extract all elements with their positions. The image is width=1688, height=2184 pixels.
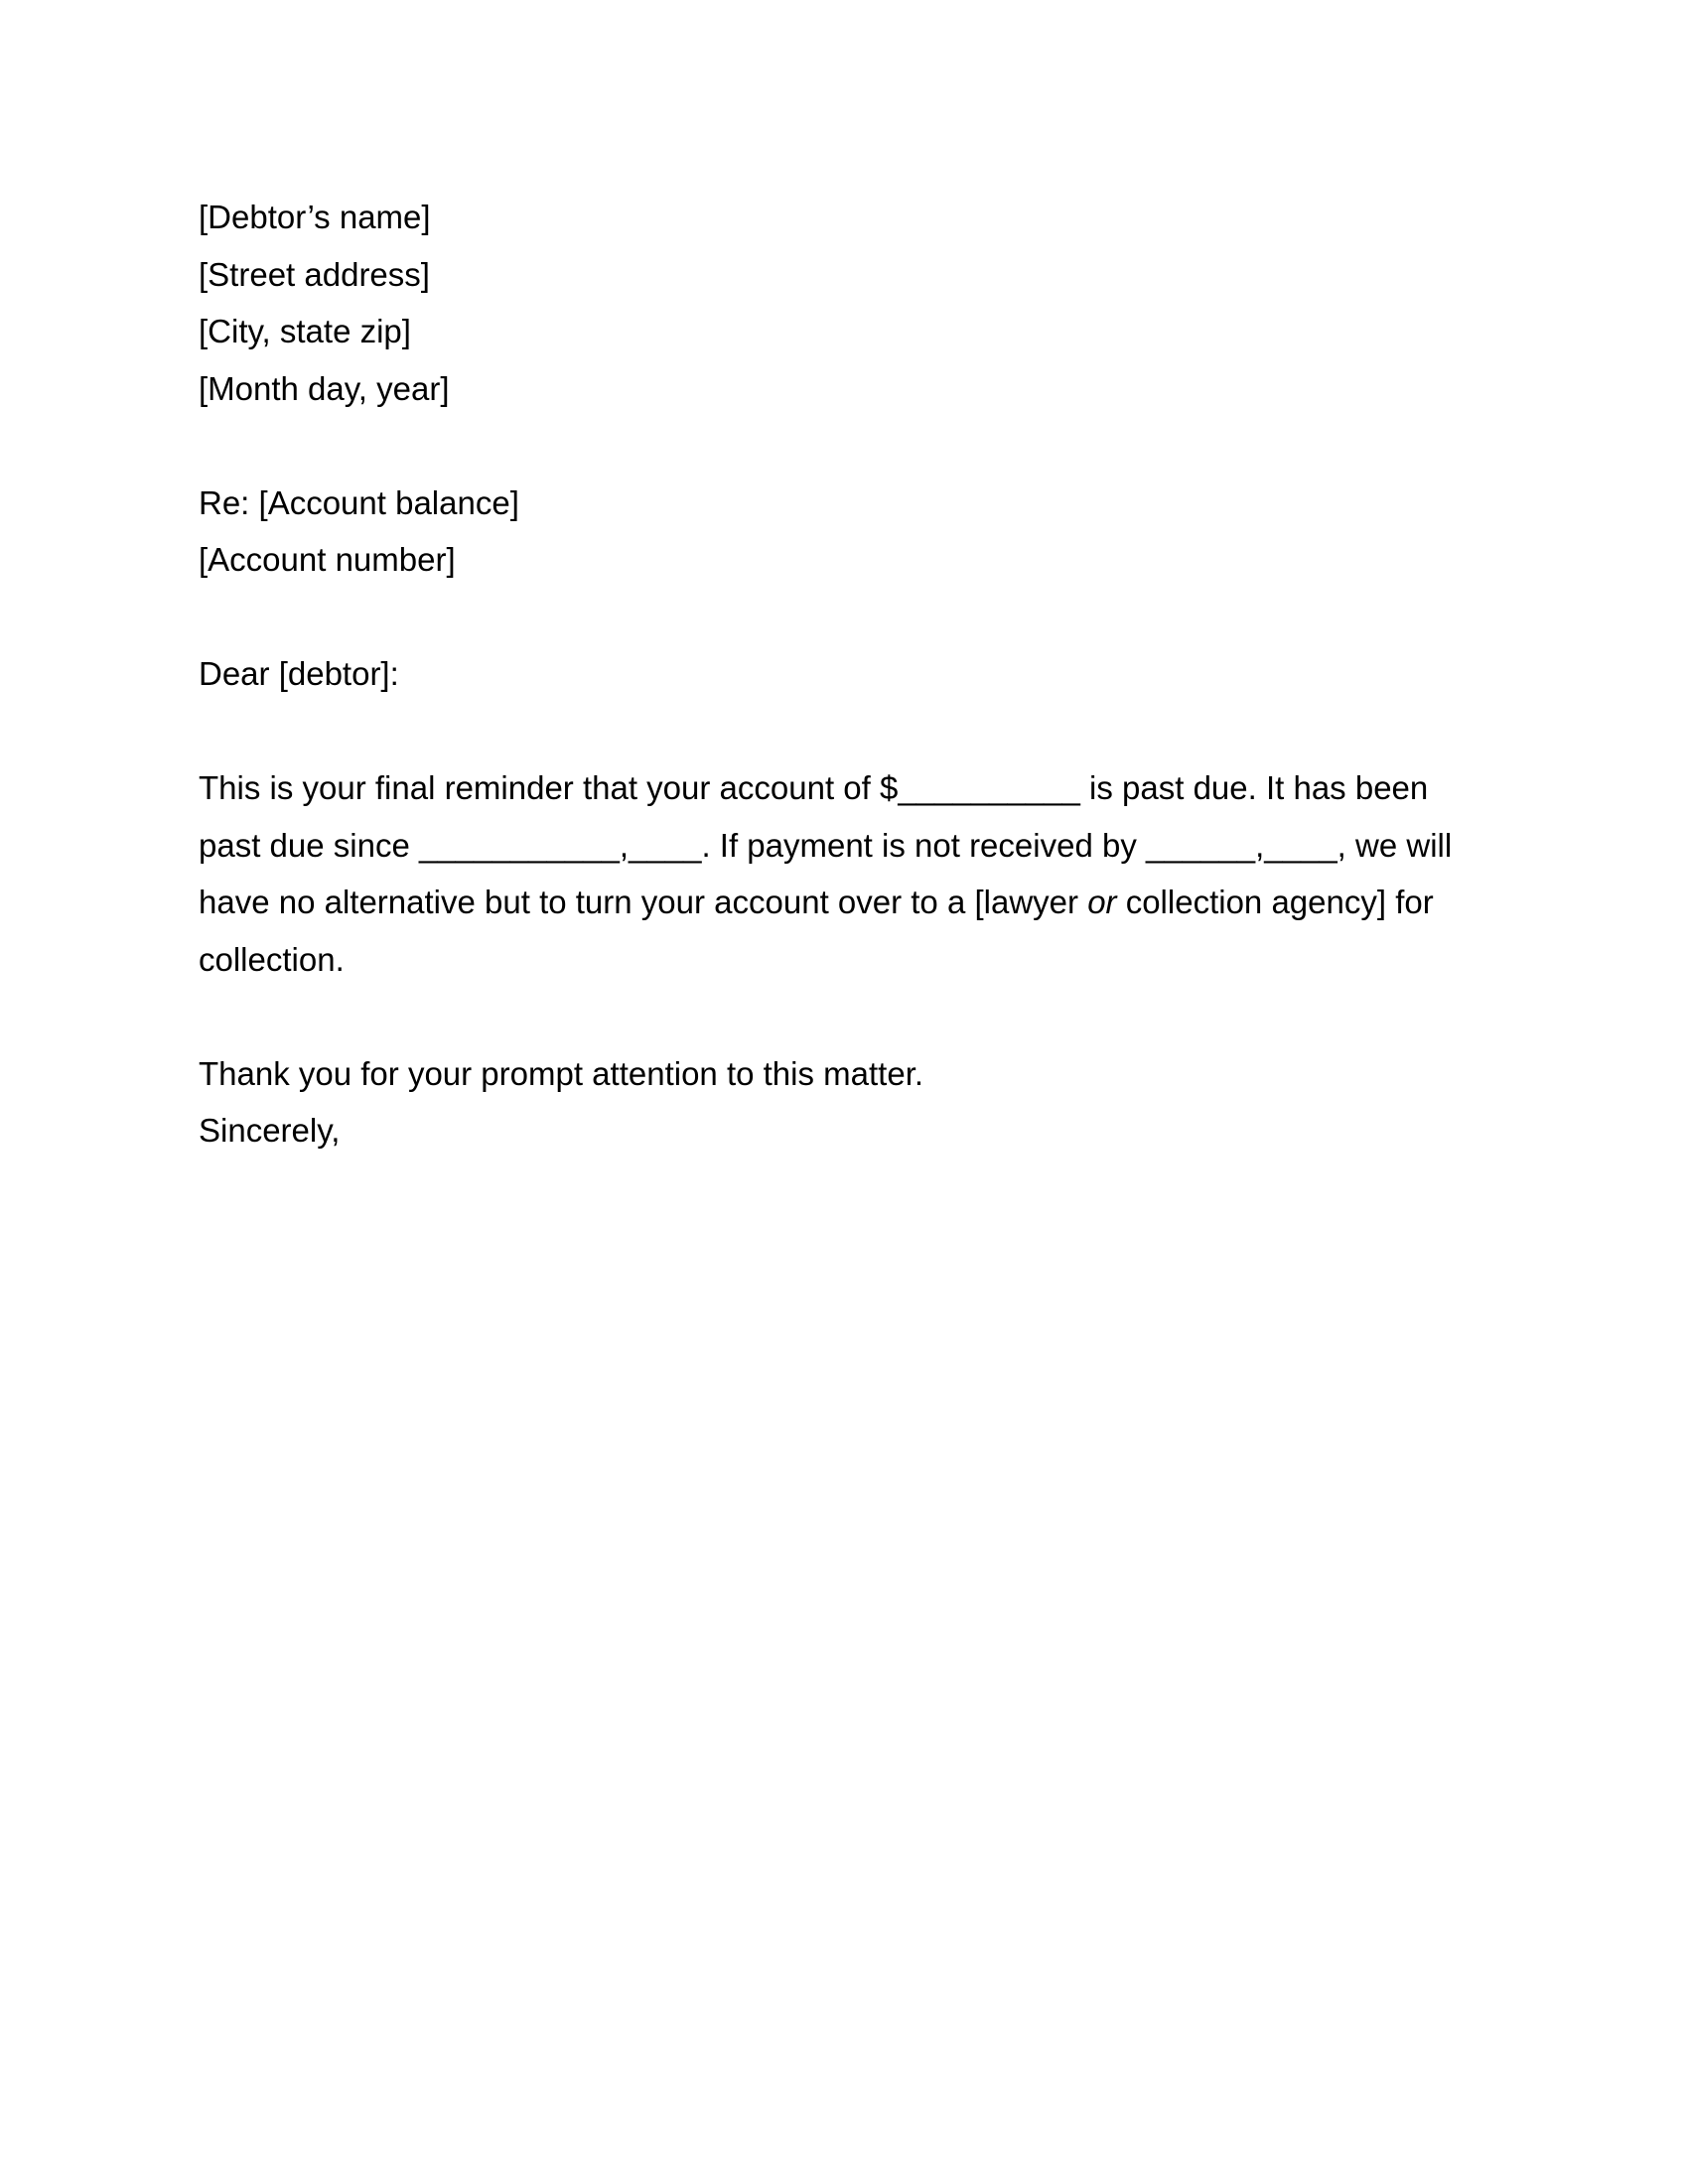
letter-date: [Month day, year]	[199, 369, 450, 407]
salutation: Dear [debtor]:	[199, 655, 399, 692]
closing-block	[199, 1045, 1489, 1160]
reference-block	[199, 475, 1489, 589]
thanks-line: Thank you for your prompt attention to this matter.	[199, 1054, 924, 1092]
spacer	[199, 589, 1489, 646]
recipient-block	[199, 189, 1489, 417]
city-state-zip: [City, state zip]	[199, 313, 411, 349]
spacer	[199, 988, 1489, 1045]
street-address: [Street address]	[199, 255, 430, 293]
account-number: [Account number]	[199, 541, 456, 578]
body-text: collection agency] for	[1116, 884, 1434, 920]
body-paragraph	[199, 759, 1489, 988]
body-text: have no alternative but to turn your account over to a [lawyer	[199, 884, 1088, 920]
spacer	[199, 417, 1489, 475]
letter-body	[199, 189, 1489, 1160]
body-line: collection.	[199, 940, 345, 978]
body-line: past due since ___________,____. If payment is not received by ______,____, we will	[199, 826, 1453, 864]
debtor-name: [Debtor’s name]	[199, 199, 431, 235]
re-line: Re: [Account balance]	[199, 483, 519, 521]
body-italic-text: or	[1087, 884, 1117, 920]
signoff: Sincerely,	[199, 1112, 341, 1149]
body-line	[199, 874, 1489, 931]
spacer	[199, 703, 1489, 760]
body-line: This is your final reminder that your account of $__________ is past due. It has been	[199, 769, 1429, 806]
